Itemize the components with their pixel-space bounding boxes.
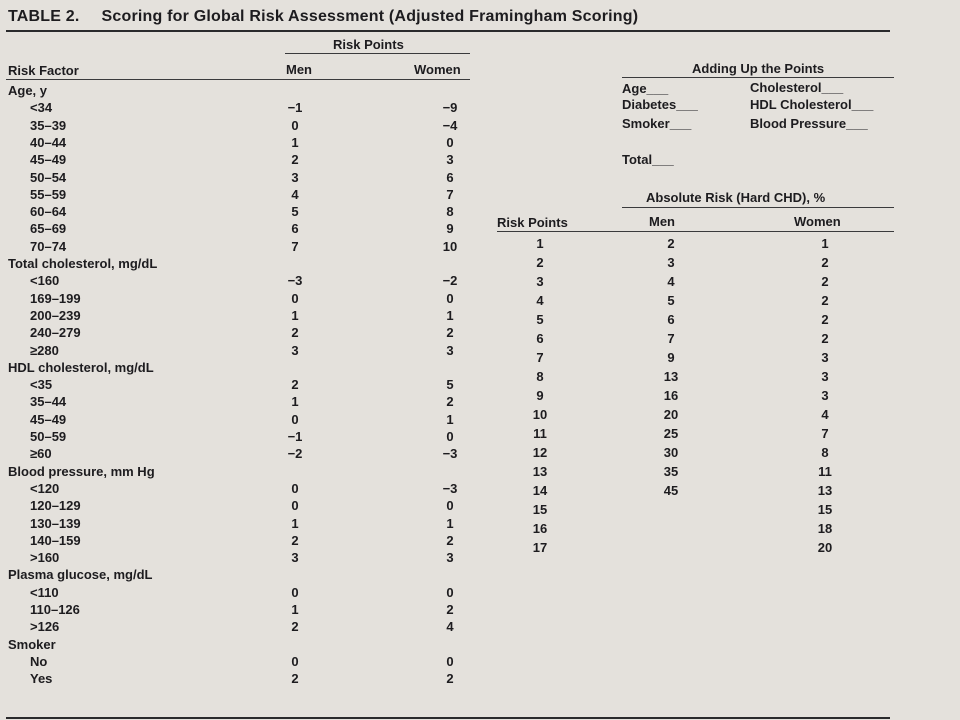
- abs-points-cell: 12: [532, 445, 548, 460]
- abs-women-cell: 2: [821, 312, 829, 327]
- men-points-cell: 0: [291, 481, 299, 496]
- men-points-cell: 1: [291, 308, 299, 323]
- men-points-cell: 1: [291, 516, 299, 531]
- men-points-cell: 2: [291, 152, 299, 167]
- women-points-cell: 0: [446, 498, 454, 513]
- adding-smoker: Smoker___: [622, 116, 692, 131]
- abs-women-cell: 15: [817, 502, 833, 517]
- abs-points-cell: 14: [532, 483, 548, 498]
- women-points-cell: 4: [446, 619, 454, 634]
- women-points-cell: 7: [446, 187, 454, 202]
- row-label: 120–129: [30, 498, 81, 513]
- abs-women-cell: 13: [817, 483, 833, 498]
- women-points-cell: −4: [442, 118, 458, 133]
- adding-cholesterol: Cholesterol___: [750, 80, 844, 95]
- row-label: ≥60: [30, 446, 52, 461]
- abs-women-cell: 2: [821, 331, 829, 346]
- women-points-cell: 0: [446, 654, 454, 669]
- row-label: <34: [30, 100, 53, 115]
- abs-men-cell: 25: [663, 426, 679, 441]
- abs-points-cell: 17: [532, 540, 548, 555]
- women-points-cell: 2: [446, 394, 454, 409]
- abs-women-cell: 11: [818, 464, 832, 479]
- abs-men-cell: 4: [667, 274, 675, 289]
- row-label: <110: [30, 585, 59, 600]
- adding-total: Total___: [622, 152, 674, 167]
- row-label: 45–49: [30, 152, 67, 167]
- adding-blood-pressure: Blood Pressure___: [750, 116, 868, 131]
- abs-men-cell: 2: [667, 236, 675, 251]
- abs-women-cell: 3: [821, 350, 829, 365]
- row-label: 70–74: [30, 239, 67, 254]
- absolute-risk-header: Absolute Risk (Hard CHD), %: [646, 190, 826, 205]
- women-points-cell: 0: [446, 291, 454, 306]
- men-points-cell: 0: [291, 412, 299, 427]
- abs-points-cell: 1: [536, 236, 544, 251]
- men-points-cell: −1: [287, 429, 303, 444]
- row-label: 140–159: [30, 533, 81, 548]
- row-label: 169–199: [30, 291, 81, 306]
- abs-women-header: Women: [794, 214, 841, 229]
- section-heading: Blood pressure, mm Hg: [8, 464, 155, 479]
- women-header: Women: [414, 62, 461, 77]
- abs-men-header: Men: [649, 214, 675, 229]
- women-points-cell: 9: [446, 221, 454, 236]
- abs-men-cell: 9: [667, 350, 675, 365]
- adding-rule: [622, 77, 894, 78]
- men-points-cell: 0: [291, 498, 299, 513]
- row-label: 65–69: [30, 221, 67, 236]
- abs-women-cell: 2: [821, 255, 829, 270]
- bottom-rule: [6, 717, 890, 719]
- women-points-cell: 2: [446, 602, 454, 617]
- table-number: TABLE 2.: [8, 8, 80, 25]
- women-points-cell: 0: [446, 135, 454, 150]
- abs-points-cell: 5: [536, 312, 544, 327]
- women-points-cell: 3: [446, 152, 454, 167]
- men-points-cell: 0: [291, 118, 299, 133]
- abs-women-cell: 7: [821, 426, 829, 441]
- men-points-cell: 1: [291, 602, 299, 617]
- abs-points-cell: 16: [532, 521, 548, 536]
- women-points-cell: −3: [442, 446, 458, 461]
- header-rule: [6, 79, 470, 80]
- men-points-cell: 7: [291, 239, 299, 254]
- men-points-cell: 3: [291, 550, 299, 565]
- women-points-cell: 2: [446, 325, 454, 340]
- row-label: Yes: [30, 671, 53, 686]
- title-rule: [6, 30, 890, 32]
- women-points-cell: 5: [446, 377, 454, 392]
- women-points-cell: 3: [446, 343, 454, 358]
- abs-points-cell: 3: [536, 274, 544, 289]
- abs-points-cell: 15: [532, 502, 548, 517]
- row-label: 35–39: [30, 118, 67, 133]
- abs-men-cell: 35: [663, 464, 679, 479]
- section-heading: Plasma glucose, mg/dL: [8, 567, 153, 582]
- abs-men-cell: 45: [663, 483, 679, 498]
- table-caption: Scoring for Global Risk Assessment (Adjusted Framingham Scoring): [101, 8, 639, 25]
- men-points-cell: 0: [291, 654, 299, 669]
- men-points-cell: 2: [291, 619, 299, 634]
- adding-age: Age___: [622, 81, 669, 96]
- section-heading: Total cholesterol, mg/dL: [8, 256, 158, 271]
- row-label: 200–239: [30, 308, 81, 323]
- risk-points-header: Risk Points: [333, 37, 404, 52]
- abs-points-cell: 7: [536, 350, 544, 365]
- abs-points-cell: 8: [536, 369, 544, 384]
- abs-men-cell: 16: [663, 388, 679, 403]
- abs-men-cell: 5: [667, 293, 675, 308]
- row-label: 45–49: [30, 412, 67, 427]
- adding-diabetes: Diabetes___: [622, 97, 698, 112]
- women-points-cell: −9: [442, 100, 458, 115]
- men-points-cell: 2: [291, 533, 299, 548]
- women-points-cell: 2: [446, 533, 454, 548]
- row-label: 40–44: [30, 135, 67, 150]
- absolute-risk-rule: [622, 207, 894, 208]
- abs-points-cell: 10: [532, 407, 548, 422]
- row-label: 50–54: [30, 170, 67, 185]
- men-points-cell: −1: [287, 100, 303, 115]
- row-label: >160: [30, 550, 60, 565]
- abs-women-cell: 3: [821, 388, 829, 403]
- abs-women-cell: 1: [821, 236, 829, 251]
- men-points-cell: 5: [291, 204, 299, 219]
- adding-header: Adding Up the Points: [692, 61, 825, 76]
- abs-women-cell: 18: [817, 521, 833, 536]
- abs-women-cell: 20: [817, 540, 833, 555]
- table-title: [8, 8, 638, 26]
- men-points-cell: 6: [291, 221, 299, 236]
- row-label: >126: [30, 619, 60, 634]
- abs-points-cell: 4: [536, 293, 544, 308]
- women-points-cell: 6: [446, 170, 454, 185]
- abs-points-cell: 9: [536, 388, 544, 403]
- abs-men-cell: 20: [663, 407, 679, 422]
- row-label: ≥280: [30, 343, 59, 358]
- section-heading: Age, y: [8, 83, 48, 98]
- abs-men-cell: 30: [663, 445, 679, 460]
- men-points-cell: 0: [291, 585, 299, 600]
- men-points-cell: 3: [291, 170, 299, 185]
- abs-men-cell: 7: [667, 331, 675, 346]
- men-points-cell: 2: [291, 671, 299, 686]
- abs-women-cell: 2: [821, 293, 829, 308]
- row-label: No: [30, 654, 48, 669]
- row-label: 35–44: [30, 394, 67, 409]
- abs-women-cell: 8: [821, 445, 829, 460]
- abs-men-cell: 6: [667, 312, 675, 327]
- abs-women-cell: 4: [821, 407, 829, 422]
- abs-women-cell: 3: [821, 369, 829, 384]
- abs-header-rule: [497, 231, 894, 232]
- row-label: 50–59: [30, 429, 67, 444]
- women-points-cell: −2: [442, 273, 458, 288]
- risk-points-rule: [285, 53, 470, 54]
- men-points-cell: 0: [291, 291, 299, 306]
- row-label: 60–64: [30, 204, 67, 219]
- abs-women-cell: 2: [821, 274, 829, 289]
- section-heading: HDL cholesterol, mg/dL: [8, 360, 154, 375]
- risk-factor-header: Risk Factor: [8, 63, 79, 78]
- abs-points-cell: 11: [533, 426, 547, 441]
- women-points-cell: 2: [446, 671, 454, 686]
- row-label: 130–139: [30, 516, 81, 531]
- men-points-cell: 3: [291, 343, 299, 358]
- women-points-cell: −3: [442, 481, 458, 496]
- row-label: <35: [30, 377, 53, 392]
- abs-points-cell: 2: [536, 255, 544, 270]
- women-points-cell: 0: [446, 585, 454, 600]
- men-points-cell: 2: [291, 325, 299, 340]
- abs-men-cell: 3: [667, 255, 675, 270]
- abs-men-cell: 13: [663, 369, 679, 384]
- women-points-cell: 8: [446, 204, 454, 219]
- row-label: 110–126: [30, 602, 80, 617]
- men-points-cell: −3: [287, 273, 303, 288]
- women-points-cell: 1: [446, 412, 454, 427]
- men-points-cell: 1: [291, 394, 299, 409]
- women-points-cell: 10: [442, 239, 458, 254]
- row-label: <120: [30, 481, 60, 496]
- women-points-cell: 0: [446, 429, 454, 444]
- women-points-cell: 3: [446, 550, 454, 565]
- row-label: <160: [30, 273, 60, 288]
- men-points-cell: 4: [291, 187, 299, 202]
- adding-hdl: HDL Cholesterol___: [750, 97, 874, 112]
- row-label: 240–279: [30, 325, 81, 340]
- abs-points-cell: 6: [536, 331, 544, 346]
- women-points-cell: 1: [446, 516, 454, 531]
- men-points-cell: 2: [291, 377, 299, 392]
- women-points-cell: 1: [446, 308, 454, 323]
- men-points-cell: 1: [291, 135, 299, 150]
- abs-points-cell: 13: [532, 464, 548, 479]
- men-points-cell: −2: [287, 446, 303, 461]
- men-header: Men: [286, 62, 312, 77]
- abs-points-header: Risk Points: [497, 215, 568, 230]
- row-label: 55–59: [30, 187, 67, 202]
- section-heading: Smoker: [8, 637, 56, 652]
